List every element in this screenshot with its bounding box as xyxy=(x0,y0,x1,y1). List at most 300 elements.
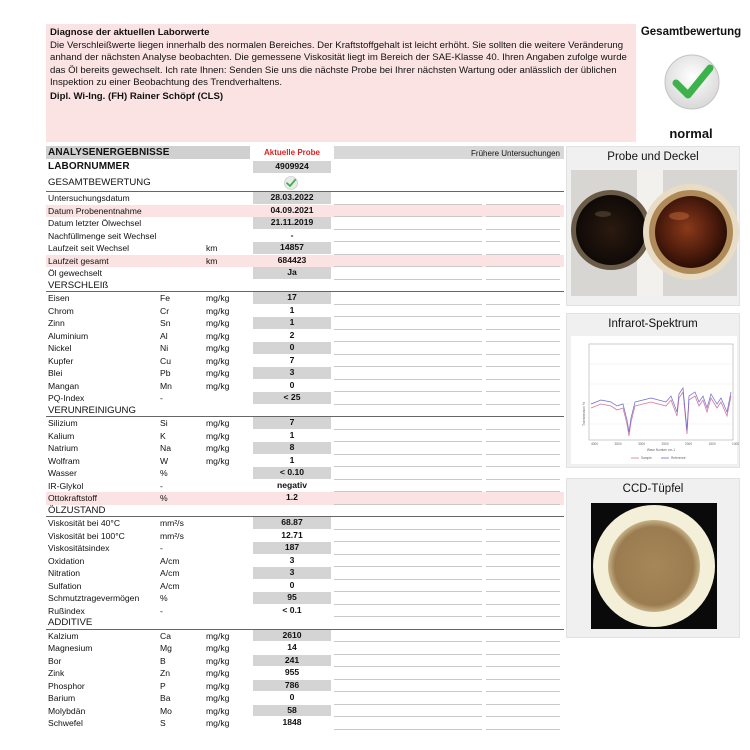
ir-legend-reference: Reference xyxy=(671,456,686,461)
history-cell xyxy=(408,580,482,593)
history-cell xyxy=(334,667,408,680)
row-value: Ja xyxy=(253,267,331,279)
ccd-panel xyxy=(566,478,740,638)
row-value: 1.2 xyxy=(253,492,331,504)
row-unit: mg/kg xyxy=(206,293,230,303)
history-cell xyxy=(408,567,482,580)
history-cell xyxy=(486,217,560,230)
history-cell xyxy=(486,392,560,405)
row-unit: mg/kg xyxy=(206,443,230,453)
row-symbol: mm²/s xyxy=(160,530,184,541)
row-symbol: Si xyxy=(160,418,168,428)
history-cell xyxy=(408,642,482,655)
table-row xyxy=(46,430,564,443)
row-symbol: Zn xyxy=(160,668,171,678)
history-cell xyxy=(408,230,482,243)
history-cell xyxy=(408,555,482,568)
table-row xyxy=(46,367,564,380)
row-label: Kalzium xyxy=(48,630,79,641)
table-row xyxy=(46,630,564,643)
row-label: Barium xyxy=(48,693,76,703)
row-unit: mg/kg xyxy=(206,705,230,716)
row-value: 8 xyxy=(253,442,331,454)
row-label: Chrom xyxy=(48,305,74,316)
history-cell xyxy=(486,367,560,380)
row-value: 684423 xyxy=(253,255,331,267)
table-row xyxy=(46,705,564,718)
row-label: Magnesium xyxy=(48,643,93,653)
diagnosis-signature: Dipl. Wi-Ing. (FH) Rainer Schöpf (CLS) xyxy=(50,90,224,102)
history-cell xyxy=(334,455,408,468)
table-row xyxy=(46,567,564,580)
history-cell xyxy=(486,642,560,655)
history-cell xyxy=(334,255,408,268)
history-cell xyxy=(334,705,408,718)
row-label: Molybdän xyxy=(48,705,86,716)
overall-title: Gesamtbewertung xyxy=(640,26,742,38)
ir-panel-title: Infrarot-Spektrum xyxy=(608,318,698,330)
history-cell xyxy=(334,442,408,455)
row-symbol: % xyxy=(160,468,168,478)
table-row xyxy=(46,655,564,668)
table-row xyxy=(46,442,564,455)
history-cell xyxy=(334,192,408,205)
ir-x-tick: 1000 xyxy=(732,442,740,446)
row-symbol: Ba xyxy=(160,693,171,703)
row-unit: mg/kg xyxy=(206,643,230,653)
row-label: Aluminium xyxy=(48,330,89,341)
history-cell xyxy=(334,567,408,580)
ccd-panel-title: CCD-Tüpfel xyxy=(622,483,684,495)
table-header-row xyxy=(46,146,564,160)
history-cell xyxy=(408,530,482,543)
history-cell xyxy=(408,655,482,668)
row-unit: mg/kg xyxy=(206,655,230,666)
ir-y-axis-label: Transmission % xyxy=(582,402,586,426)
history-cell xyxy=(408,342,482,355)
section-title: VERSCHLEIß xyxy=(48,279,109,291)
history-cell xyxy=(334,217,408,230)
row-symbol: S xyxy=(160,718,166,728)
row-value: 955 xyxy=(284,667,300,677)
sample-panel-title: Probe und Deckel xyxy=(607,151,699,163)
history-cell xyxy=(334,292,408,305)
row-symbol: % xyxy=(160,493,168,503)
row-label: Phosphor xyxy=(48,680,85,691)
row-symbol: Ca xyxy=(160,630,171,641)
history-cell xyxy=(334,467,408,480)
row-value: 68.87 xyxy=(253,517,331,529)
table-row xyxy=(46,530,564,543)
history-cell xyxy=(486,192,560,205)
table-row xyxy=(46,680,564,693)
row-unit: mg/kg xyxy=(206,418,230,428)
row-symbol: P xyxy=(160,680,166,691)
row-unit: mg/kg xyxy=(206,430,230,441)
row-label: Viskosität bei 100°C xyxy=(48,530,125,541)
ir-legend-sample: Sample xyxy=(641,456,652,461)
results-table xyxy=(46,146,564,730)
row-label: Wasser xyxy=(48,468,77,478)
history-cell xyxy=(334,517,408,530)
row-symbol: A/cm xyxy=(160,580,180,591)
row-value: 187 xyxy=(253,542,331,554)
row-label: Untersuchungsdatum xyxy=(48,193,130,203)
row-value: 3 xyxy=(253,567,331,579)
row-value: 1848 xyxy=(282,717,302,727)
table-row xyxy=(46,492,564,505)
history-cell xyxy=(334,530,408,543)
history-cell xyxy=(486,467,560,480)
table-row xyxy=(46,355,564,368)
history-cell xyxy=(486,492,560,505)
current-sample-header: Aktuelle Probe xyxy=(263,148,320,157)
history-cell xyxy=(408,592,482,605)
lab-number-label: LABORNUMMER xyxy=(48,161,130,172)
table-row xyxy=(46,392,564,405)
row-symbol: % xyxy=(160,593,168,603)
info-row xyxy=(46,255,564,268)
row-symbol: Mo xyxy=(160,705,172,716)
history-cell xyxy=(486,542,560,555)
ir-x-tick: 3000 xyxy=(638,442,646,446)
row-unit: mg/kg xyxy=(206,693,230,703)
history-cell xyxy=(408,692,482,705)
row-value: 0 xyxy=(253,342,331,354)
history-cell xyxy=(334,205,408,218)
history-cell xyxy=(486,330,560,343)
row-symbol: A/cm xyxy=(160,568,180,578)
history-cell xyxy=(486,342,560,355)
section-title: VERUNREINIGUNG xyxy=(48,404,136,416)
row-symbol: - xyxy=(160,393,163,403)
row-symbol: Cr xyxy=(160,305,170,316)
history-cell xyxy=(408,392,482,405)
table-row xyxy=(46,667,564,680)
table-row xyxy=(46,342,564,355)
row-label: IR-Glykol xyxy=(48,480,84,491)
history-cell xyxy=(408,367,482,380)
history-cell xyxy=(334,317,408,330)
history-cell xyxy=(408,492,482,505)
table-row xyxy=(46,292,564,305)
history-cell xyxy=(334,380,408,393)
row-label: Ottokraftstoff xyxy=(48,493,98,503)
row-symbol: Mg xyxy=(160,643,172,653)
row-symbol: mm²/s xyxy=(160,518,184,528)
row-label: Kalium xyxy=(48,430,75,441)
row-value: 14857 xyxy=(253,242,331,254)
row-label: Laufzeit seit Wechsel xyxy=(48,243,130,253)
row-label: Viskosität bei 40°C xyxy=(48,518,121,528)
row-label: Datum Probenentnahme xyxy=(48,205,142,216)
row-symbol: W xyxy=(160,455,169,466)
history-cell xyxy=(334,367,408,380)
row-label: Schwefel xyxy=(48,718,83,728)
row-value: < 25 xyxy=(253,392,331,404)
table-row xyxy=(46,330,564,343)
history-cell xyxy=(408,430,482,443)
history-cell xyxy=(486,380,560,393)
row-value: 1 xyxy=(289,429,295,440)
table-row xyxy=(46,517,564,530)
history-cell xyxy=(334,592,408,605)
ir-x-tick: 1500 xyxy=(708,442,716,446)
history-cell xyxy=(408,605,482,618)
row-symbol: Na xyxy=(160,443,171,453)
ccd-spot-image xyxy=(591,503,717,629)
history-cell xyxy=(486,417,560,430)
ir-x-tick: 2000 xyxy=(685,442,693,446)
table-row xyxy=(46,317,564,330)
info-row xyxy=(46,267,564,280)
row-value: 58 xyxy=(253,705,331,717)
row-label: Nickel xyxy=(48,343,72,353)
history-cell xyxy=(486,630,560,643)
row-value: 0 xyxy=(289,692,295,702)
history-cell xyxy=(408,292,482,305)
history-cell xyxy=(486,305,560,318)
row-unit: mg/kg xyxy=(206,305,230,316)
row-value: 3 xyxy=(253,367,331,379)
history-cell xyxy=(408,680,482,693)
row-value: 7 xyxy=(289,354,295,365)
history-cell xyxy=(408,467,482,480)
section-header xyxy=(46,280,564,293)
row-symbol: km xyxy=(206,243,218,253)
history-cell xyxy=(408,330,482,343)
history-cell xyxy=(334,580,408,593)
history-cell xyxy=(486,355,560,368)
history-cell xyxy=(334,542,408,555)
row-value: 0 xyxy=(289,579,295,590)
row-label: Datum letzter Ölwechsel xyxy=(48,218,142,228)
history-cell xyxy=(334,492,408,505)
row-label: Laufzeit gesamt xyxy=(48,255,109,266)
row-label: Oxidation xyxy=(48,555,85,566)
history-cell xyxy=(334,355,408,368)
table-row xyxy=(46,555,564,568)
row-symbol: A/cm xyxy=(160,555,180,566)
history-cell xyxy=(334,555,408,568)
history-cell xyxy=(486,267,560,280)
row-label: Natrium xyxy=(48,443,79,453)
row-value: 21.11.2019 xyxy=(253,217,331,229)
row-label: PQ-Index xyxy=(48,393,85,403)
ir-x-tick: 4000 xyxy=(591,442,599,446)
diagnosis-text: Die Verschleißwerte liegen innerhalb des normalen Bereiches. Der Kraftstoffgehalt ist leicht erhöht. Sie sollten die weitere Veränderung anhand der nächsten Analyse beobachten. Die gemessene Viskosität liegt im Bereich der SAE-Klasse 40. Ihren Angaben zufolge wurde das Öl bereits gewechselt. Ich rate Ihnen: Senden Sie uns die nächste Probe bei Ihrer nächsten Wartung oder anlässlich der üblichen Inspektion zu einer Beobachtung des Trendverhaltens. xyxy=(50,39,627,89)
row-unit: mg/kg xyxy=(206,330,230,341)
row-value: - xyxy=(290,229,294,240)
info-row xyxy=(46,205,564,218)
row-value: 2610 xyxy=(253,630,331,642)
history-cell xyxy=(486,680,560,693)
diagnosis-box xyxy=(46,24,636,142)
history-cell xyxy=(408,517,482,530)
history-cell xyxy=(334,330,408,343)
row-value: 04.09.2021 xyxy=(253,205,331,217)
history-cell xyxy=(408,480,482,493)
history-cell xyxy=(408,305,482,318)
overall-row-label: GESAMTBEWERTUNG xyxy=(48,177,151,188)
history-cell xyxy=(408,630,482,643)
row-symbol: B xyxy=(160,655,166,666)
row-label: Bor xyxy=(48,655,62,666)
ir-x-axis-label: Wave Number cm-1 xyxy=(646,448,676,452)
history-cell xyxy=(334,655,408,668)
row-symbol: Al xyxy=(160,330,168,341)
history-cell xyxy=(486,242,560,255)
overall-status: normal xyxy=(669,126,713,141)
row-value: < 0.1 xyxy=(282,604,302,615)
row-unit: mg/kg xyxy=(206,355,230,366)
ir-spectrum-chart xyxy=(571,336,740,464)
history-cell xyxy=(408,217,482,230)
ir-x-tick: 2500 xyxy=(661,442,669,446)
history-cell xyxy=(408,442,482,455)
row-unit: mg/kg xyxy=(206,718,230,728)
row-symbol: - xyxy=(160,543,163,553)
table-header-title: ANALYSENERGEBNISSE xyxy=(48,147,170,158)
row-symbol: Ni xyxy=(160,343,169,353)
row-label: Silizium xyxy=(48,418,78,428)
table-row xyxy=(46,467,564,480)
history-cell xyxy=(486,317,560,330)
ir-x-tick: 3500 xyxy=(614,442,622,446)
row-value: 28.03.2022 xyxy=(253,192,331,204)
history-cell xyxy=(486,517,560,530)
history-cell xyxy=(486,480,560,493)
table-row xyxy=(46,417,564,430)
history-cell xyxy=(486,605,560,618)
history-cell xyxy=(486,567,560,580)
history-cell xyxy=(486,230,560,243)
table-row xyxy=(46,542,564,555)
row-label: Zink xyxy=(48,668,65,678)
checkmark-circle-icon xyxy=(664,54,720,110)
row-symbol: Pb xyxy=(160,368,171,378)
row-value: < 0.10 xyxy=(253,467,331,479)
history-cell xyxy=(486,592,560,605)
table-row xyxy=(46,580,564,593)
overall-row xyxy=(46,174,564,192)
row-label: Nachfüllmenge seit Wechsel xyxy=(48,230,157,241)
history-cell xyxy=(334,305,408,318)
history-cell xyxy=(486,717,560,730)
previous-samples-header: Frühere Untersuchungen xyxy=(334,146,564,159)
row-label: Kupfer xyxy=(48,355,74,366)
ir-panel xyxy=(566,313,740,468)
table-row xyxy=(46,380,564,393)
history-cell xyxy=(486,205,560,218)
section-header xyxy=(46,617,564,630)
table-row xyxy=(46,717,564,730)
history-cell xyxy=(408,542,482,555)
row-symbol: - xyxy=(160,480,163,491)
history-cell xyxy=(408,705,482,718)
history-cell xyxy=(486,455,560,468)
history-cell xyxy=(334,230,408,243)
history-cell xyxy=(334,680,408,693)
row-value: 14 xyxy=(287,642,297,652)
history-cell xyxy=(486,255,560,268)
history-cell xyxy=(486,530,560,543)
row-symbol: Mn xyxy=(160,380,172,391)
history-cell xyxy=(486,430,560,443)
history-cell xyxy=(334,392,408,405)
row-value: 1 xyxy=(289,454,295,465)
row-unit: mg/kg xyxy=(206,455,230,466)
row-label: Sulfation xyxy=(48,580,82,591)
history-cell xyxy=(334,480,408,493)
row-value: 2 xyxy=(289,329,295,340)
row-value: 95 xyxy=(253,592,331,604)
history-cell xyxy=(334,692,408,705)
section-header xyxy=(46,405,564,418)
history-cell xyxy=(334,430,408,443)
history-cell xyxy=(486,667,560,680)
row-unit: mg/kg xyxy=(206,630,230,641)
sample-panel xyxy=(566,146,740,306)
row-value: 0 xyxy=(289,379,295,390)
history-cell xyxy=(334,642,408,655)
row-label: Wolfram xyxy=(48,455,80,466)
table-row xyxy=(46,605,564,618)
info-row xyxy=(46,230,564,243)
history-cell xyxy=(334,267,408,280)
history-cell xyxy=(408,242,482,255)
history-cell xyxy=(408,205,482,218)
history-cell xyxy=(486,580,560,593)
row-label: Zinn xyxy=(48,318,65,328)
table-row xyxy=(46,642,564,655)
info-row xyxy=(46,242,564,255)
history-cell xyxy=(486,692,560,705)
row-value: 3 xyxy=(289,554,295,565)
history-cell xyxy=(334,717,408,730)
info-row xyxy=(46,192,564,205)
info-row xyxy=(46,217,564,230)
history-cell xyxy=(408,455,482,468)
history-cell xyxy=(486,555,560,568)
section-title: ADDITIVE xyxy=(48,617,93,628)
lab-number-row xyxy=(46,160,564,174)
section-title: ÖLZUSTAND xyxy=(48,504,106,516)
table-row xyxy=(46,305,564,318)
row-label: Öl gewechselt xyxy=(48,268,102,278)
history-cell xyxy=(408,355,482,368)
row-unit: mg/kg xyxy=(206,668,230,678)
history-cell xyxy=(334,342,408,355)
row-label: Eisen xyxy=(48,293,70,303)
row-symbol: km xyxy=(206,255,218,266)
history-cell xyxy=(334,630,408,643)
row-value: 1 xyxy=(253,317,331,329)
row-label: Viskositätsindex xyxy=(48,543,110,553)
row-label: Nitration xyxy=(48,568,80,578)
row-label: Blei xyxy=(48,368,63,378)
row-label: Rußindex xyxy=(48,605,85,616)
history-cell xyxy=(486,292,560,305)
history-cell xyxy=(408,717,482,730)
table-row xyxy=(46,592,564,605)
history-cell xyxy=(486,655,560,668)
row-symbol: - xyxy=(160,605,163,616)
history-cell xyxy=(334,417,408,430)
diagnosis-title: Diagnose der aktuellen Laborwerte xyxy=(50,27,210,38)
row-value: 1 xyxy=(289,304,295,315)
history-cell xyxy=(334,605,408,618)
